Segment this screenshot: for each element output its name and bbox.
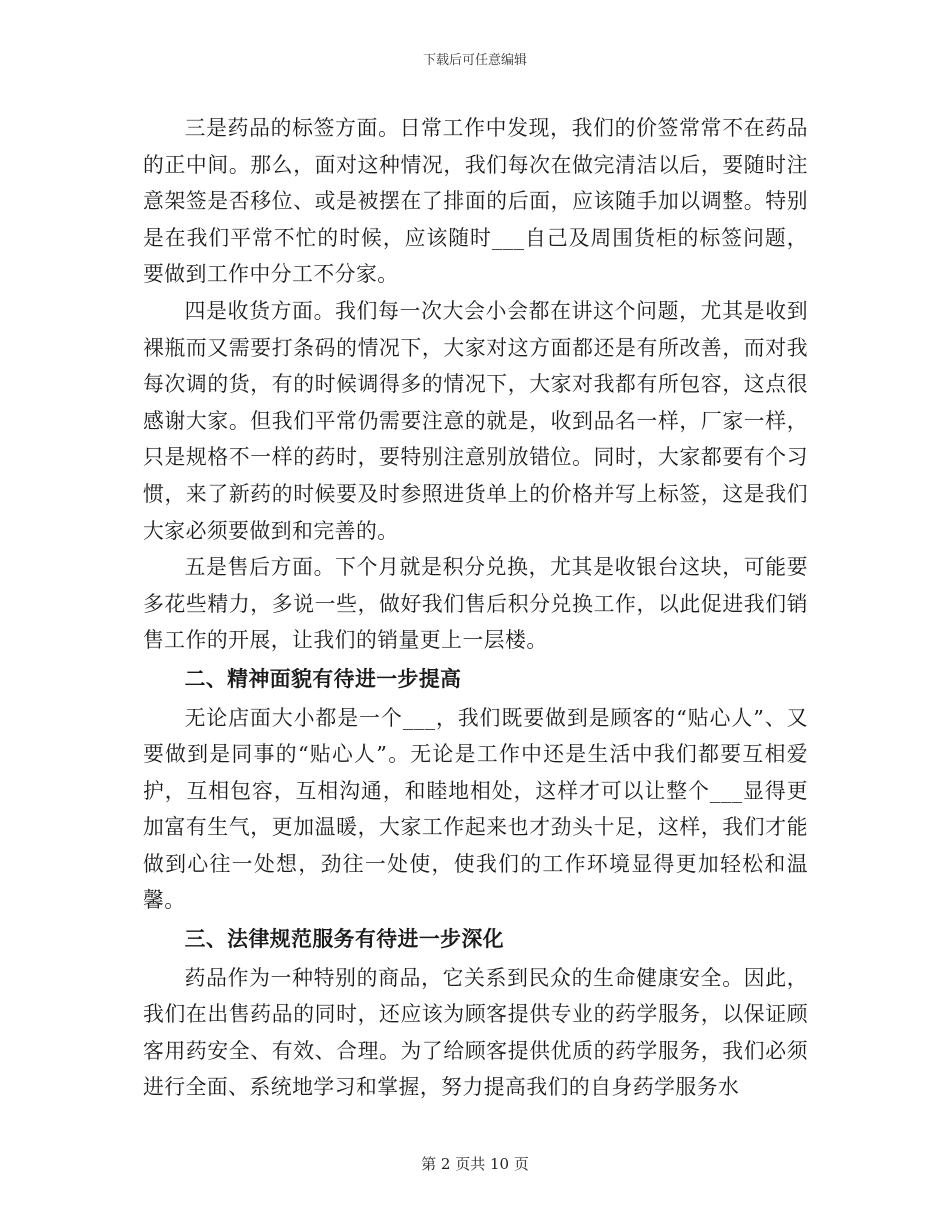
paragraph-label-section: 三是药品的标签方面。日常工作中发现，我们的价签常常不在药品的正中间。那么，面对这种情况，我们每次在做完清洁以后，要随时注意架签是否移位、或是被摆在了排面的后面，应该随手加以调整。特别是在我们平常不忙的时候，应该随时___自己及周围货柜的标签问题，要做到工作中分工不分家。 (143, 116, 808, 287)
document-body (143, 110, 808, 1106)
paragraph-receiving-section: 四是收货方面。我们每一次大会小会都在讲这个问题，尤其是收到裸瓶而又需要打条码的情况下，大家对这方面都还是有所改善，而对我每次调的货，有的时候调得多的情况下，大家对我都有所包容，这点很感谢大家。但我们平常仍需要注意的就是，收到品名一样，厂家一样，只是规格不一样的药时，要特别注意别放错位。同时，大家都要有个习惯，来了新药的时候要及时参照进货单上的价格并写上标签，这是我们大家必须要做到和完善的。 (143, 298, 808, 543)
paragraph-after-sales-section: 五是售后方面。下个月就是积分兑换，尤其是收银台这块，可能要多花些精力，多说一些，做好我们售后积分兑换工作，以此促进我们销售工作的开展，让我们的销量更上一层楼。 (143, 555, 808, 653)
section-heading-legal: 三、法律规范服务有待进一步深化 (184, 926, 505, 952)
paragraph-legal: 药品作为一种特别的商品，它关系到民众的生命健康安全。因此，我们在出售药品的同时，还应该为顾客提供专业的药学服务，以保证顾客用药安全、有效、合理。为了给顾客提供优质的药学服务，我们必须进行全面、系统地学习和掌握，努力提高我们的自身药学服务水 (143, 965, 808, 1100)
page-footer: 第 2 页共 10 页 (421, 1155, 529, 1173)
page-header: 下载后可任意编辑 (422, 53, 527, 68)
section-heading-spirit: 二、精神面貌有待进一步提高 (184, 665, 462, 691)
paragraph-spirit: 无论店面大小都是一个___，我们既要做到是顾客的“贴心人”、又要做到是同事的“贴心人”。无论是工作中还是生活中我们都要互相爱护，互相包容，互相沟通，和睦地相处，这样才可以让整个___显得更加富有生气，更加温暖，大家工作起来也才劲头十足，这样，我们才能做到心往一处想，劲往一处使，使我们的工作环境显得更加轻松和温馨。 (143, 705, 808, 913)
